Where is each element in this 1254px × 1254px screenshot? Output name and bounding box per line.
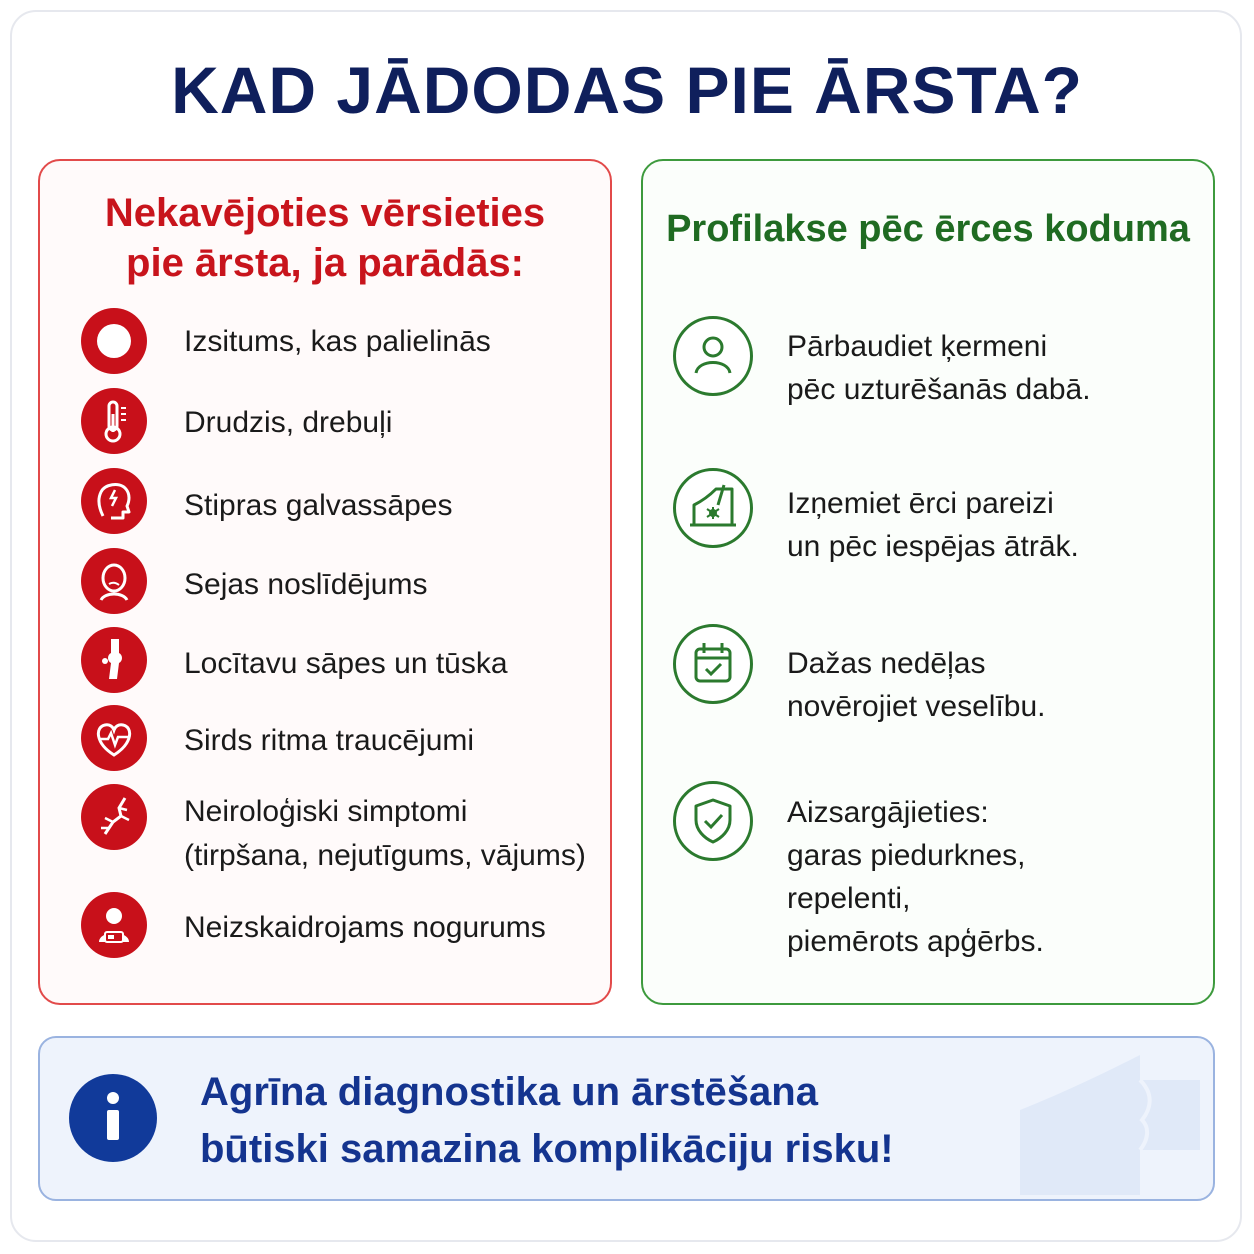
symptom-item-line1: Neiroloģiski simptomi [184,795,468,828]
prevention-line: garas piedurknes, [787,839,1026,872]
nerve-icon [81,784,147,850]
prevention-line: novērojiet veselību. [787,690,1046,723]
decorative-watermark [1010,1050,1210,1195]
prevention-line: Dažas nedēļas [787,647,986,680]
prevention-line: repelenti, [787,882,911,915]
info-line1: Agrīna diagnostika un ārstēšana [200,1070,818,1114]
symptom-item: Sejas noslīdējums [184,568,428,601]
page-title: KAD JĀDODAS PIE ĀRSTA? [171,53,1083,127]
prevention-line: Pārbaudiet ķermeni [787,330,1048,363]
thermometer-icon [81,388,147,454]
prevention-line: piemērots apģērbs. [787,925,1044,958]
prevention-item [787,642,1046,728]
prevention-item [787,325,1091,411]
symptoms-heading-line2: pie ārsta, ja parādās: [126,241,524,285]
tick-removal-icon [673,468,753,548]
heartbeat-icon [81,705,147,771]
face-icon [81,548,147,614]
prevention-line: pēc uzturēšanās dabā. [787,373,1091,406]
symptoms-heading-line1: Nekavējoties vērsieties [104,191,546,235]
prevention-line: Aizsargājieties: [787,796,989,829]
prevention-item [787,791,1044,963]
symptom-item: Izsitums, kas palielinās [184,325,491,358]
fatigue-icon [81,892,147,958]
symptom-item: Sirds ritma traucējumi [184,724,475,757]
prevention-line: Izņemiet ērci pareizi [787,487,1054,520]
symptom-item-line2: (tirpšana, nejutīgums, vājums) [184,839,586,872]
rash-circle-icon [81,308,147,374]
info-icon [69,1074,157,1162]
info-line2: būtiski samazina komplikāciju risku! [200,1127,894,1171]
symptom-item: Drudzis, drebuļi [184,406,393,439]
prevention-item [787,482,1079,568]
prevention-line: un pēc iespējas ātrāk. [787,530,1079,563]
calendar-check-icon [673,624,753,704]
headache-icon [81,468,147,534]
symptom-item: Neizskaidrojams nogurums [184,911,546,944]
symptom-item [184,790,586,878]
shield-check-icon [673,781,753,861]
symptom-item: Locītavu sāpes un tūska [184,647,508,680]
info-message [200,1064,894,1178]
symptom-item: Stipras galvassāpes [184,489,453,522]
person-check-icon [673,316,753,396]
prevention-heading: Profilakse pēc ērces koduma [666,208,1190,250]
symptoms-heading [0,188,650,288]
joint-icon [81,627,147,693]
